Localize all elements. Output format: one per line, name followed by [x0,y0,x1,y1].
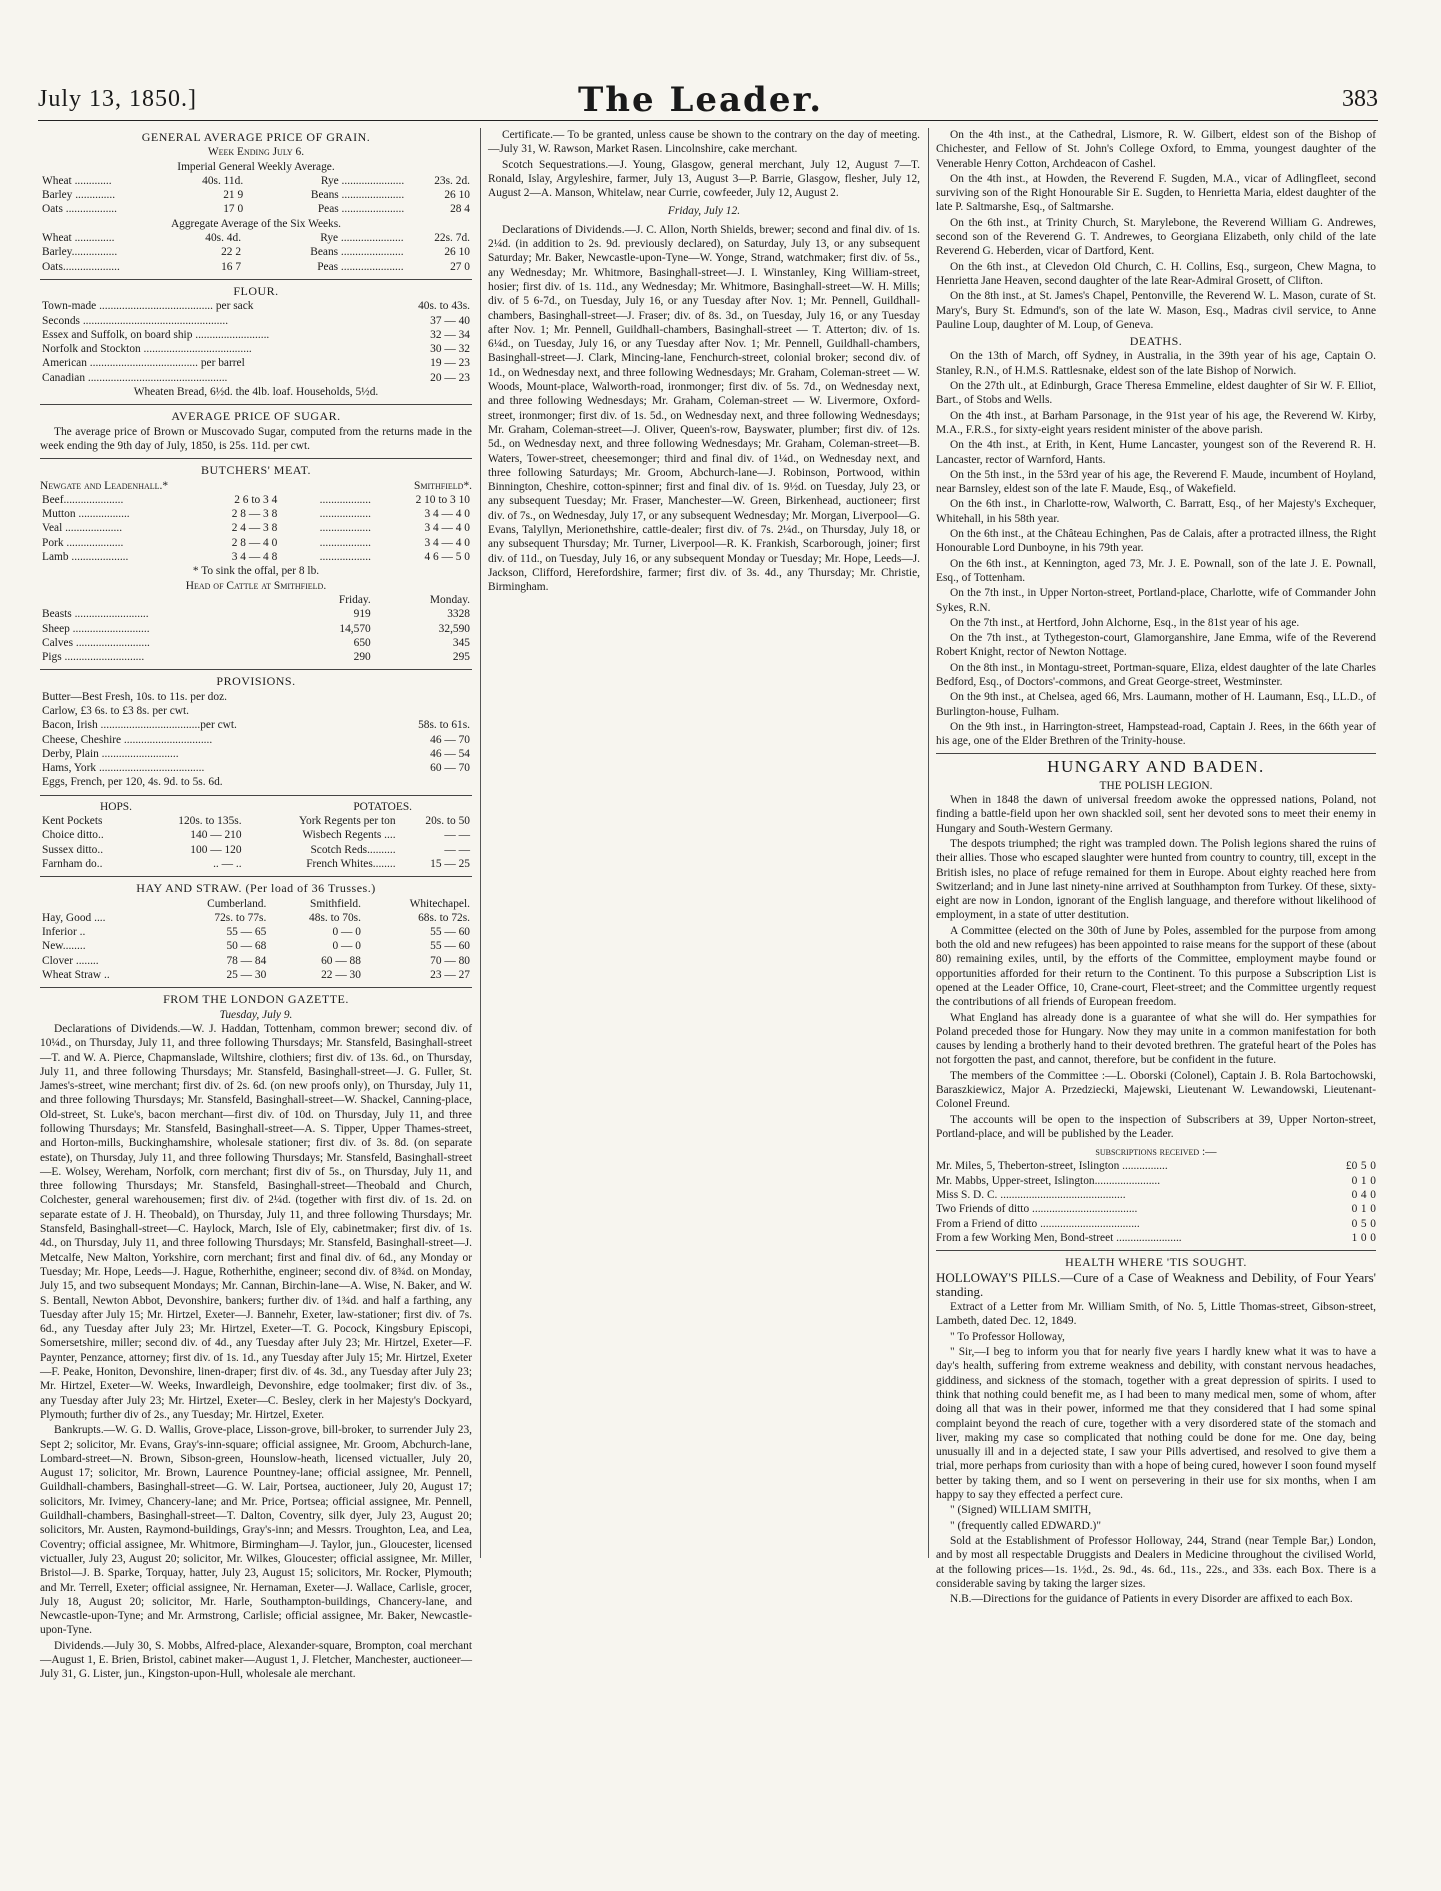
table-cell: Wheat .............. [42,232,115,245]
flour-table [40,299,472,385]
table-cell: Miss S. D. C. ............................................ [936,1189,1126,1202]
meat-row [40,493,472,507]
meat-row [40,550,472,564]
table-cell: 50 — 68 [226,940,267,953]
table-cell: 22s. 7d. [434,232,470,245]
table-cell: 345 [452,636,470,649]
table-cell: 295 [452,651,470,664]
subscription-row [936,1188,1376,1202]
col2-dividends [488,223,920,595]
cattle-row [40,636,472,650]
table-cell: Rye ...................... [320,232,404,245]
table-cell: 2 8 — 3 8 [231,508,278,521]
hops-row [40,843,472,857]
holloway-paragraph: N.B.—Directions for the guidance of Patients in every Disorder are affixed to each Box. [950,1593,1353,1606]
holloway-paragraph: " Sir,—I beg to inform you that for nearly five years I hardly knew what it was to have a day's health, suffering from extreme weakness and debility, with constant nervous headaches, giddiness, and sickness of the stomach, together with a great depression of spirits. I used to think that nothing could benefit me, as I had been to many medical men, some of whom, after doing all that was in their power, informed me that they considered that I had some spinal complaint beyond the reach of cure, together with a very disordered state of the stomach and liver, making my case so complicated that nothing could be done for me. One day, being unusually ill and in a dejected state, I saw your Pills advertised, and resolved to give them a trial, more perhaps from curiosity than with a hope of being cured, however I soon found myself better by taking them, and so I went on persevering in their use for six months, when I am happy to say they effected a perfect cure. [936,1346,1376,1502]
table-cell: 0 [1370,1203,1376,1216]
flour-row [40,328,472,342]
table-cell: 26 10 [444,189,470,202]
table-cell: 55 — 65 [226,926,267,939]
table-cell: Scotch Reds.......... [310,843,396,856]
table-cell: 4 [1360,1189,1367,1202]
grain-row [40,202,472,216]
column-rule [928,128,929,1558]
table-cell: 23s. 2d. [434,174,470,187]
table-cell: Barley................ [42,246,118,259]
death-entry: On the 27th ult., at Edinburgh, Grace Theresa Emmeline, eldest daughter of Sir W. F. Elliot, Bart., of Stobs and Wells. [936,380,1376,407]
provisions-row [40,704,472,718]
table-cell: 2 8 — 4 0 [231,536,278,549]
death-entry: On the 5th inst., in the 53rd year of his age, the Reverend F. Maude, incumbent of Hoyland, near Barnsley, eldest son of the late F. Maude, Esq., of Wakefield. [936,468,1376,496]
table-cell: 140 — 210 [190,829,242,842]
provisions-row [40,747,472,761]
marriage-entry: On the 6th inst., at Trinity Church, St. Marylebone, the Reverend William G. Andrewes, second son of the Reverend G. T. Andrewes, to Georgiana Elizabeth, only child of the late Reverend G. Heberden, vicar of Dartford, Kent. [936,216,1376,258]
provisions-table [40,690,472,790]
table-cell: Carlow, £3 6s. to £3 8s. per cwt. [42,704,190,717]
market-smithfield: Smithfield*. [414,479,472,492]
table-cell: £0 [1345,1160,1358,1173]
table-cell: Inferior .. [42,926,86,939]
table-cell: — — [444,829,470,842]
death-entry: On the 6th inst., at Kennington, aged 73, Mr. J. E. Pownall, son of the late J. E. Pownall, Esq., of Tottenham. [936,557,1376,584]
col2-notices [488,128,920,200]
subscriptions-title: subscriptions received :— [1095,1146,1217,1159]
death-entry: On the 7th inst., at Tythegeston-court, Glamorganshire, Jane Emma, wife of the Reverend Robert Knight, rector of Newton Nottage. [936,632,1376,659]
table-cell: 32 — 34 [430,328,470,341]
table-cell: Rye ...................... [320,174,405,187]
table-cell [377,775,472,789]
table-cell: Peas ...................... [317,260,404,273]
hay-row [40,925,472,939]
provisions-row [40,718,472,732]
table-cell: .................. [319,522,371,535]
table-cell: 0 [1351,1174,1358,1187]
death-entry: On the 6th inst., in Charlotte-row, Walworth, C. Barratt, Esq., of her Majesty's Exchequer, Whitehall, in his 58th year. [936,498,1376,525]
table-cell: 0 [1370,1174,1376,1187]
table-cell: 30 — 32 [430,343,470,356]
column-3 [936,128,1376,1668]
notice-paragraph: Certificate.— To be granted, unless cause be shown to the contrary on the day of meeting.—July 31, W. Rawson, Market Rasen. Lincolnshire, cake merchant. [488,129,920,156]
table-cell: 120s. to 135s. [178,815,242,828]
table-cell: 0 [1370,1160,1376,1173]
table-cell: 40s. 4d. [205,232,242,245]
table-cell: 55 — 60 [430,926,470,939]
table-cell: 46 — 70 [430,733,470,746]
table-cell: .................. [319,493,371,506]
sugar-text: The average price of Brown or Muscovado Sugar, computed from the returns made in the week ending the 9th day of July, 1850, is 25s. 11d. per cwt. [40,425,472,452]
holloway-heading: HOLLOWAY'S PILLS.—Cure of a Case of Weakness and Debility, of Four Years' standing. [936,1269,1376,1299]
table-cell: 100 — 120 [190,843,242,856]
provisions-row [40,733,472,747]
table-cell: 1 [1360,1174,1367,1187]
table-cell: Barley .............. [42,189,116,202]
table-cell: 23 — 27 [430,969,470,982]
hay-title: HAY AND STRAW. (Per load of 36 Trusses.) [136,881,376,896]
hungary-paragraph: The accounts will be open to the inspection of Subscribers at 39, Upper Norton-street, Portland-place, and will be published by the Leader. [936,1113,1376,1140]
table-cell: 1 [1360,1203,1367,1216]
table-cell [377,704,472,718]
grain-title: GENERAL AVERAGE PRICE OF GRAIN. [141,130,371,144]
table-cell: 3 4 — 4 0 [424,508,470,521]
table-cell: Mutton .................. [42,508,130,521]
table-cell: 3 4 — 4 0 [424,536,470,549]
page-number: 383 [1342,86,1378,112]
table-cell: Cumberland. [207,897,267,910]
table-cell: 3 4 — 4 0 [424,522,470,535]
table-cell: Mr. Mabbs, Upper-street, Islington....................... [936,1174,1161,1187]
table-cell: 0 [1351,1189,1358,1202]
flour-row [40,371,472,385]
death-entry: On the 4th inst., at Barham Parsonage, in the 91st year of his age, the Reverend W. Kirby, M.A., F.R.S., for sixty-eight years resident minister of the above parish. [936,409,1376,436]
marriages-continued [936,128,1376,332]
sugar-title: AVERAGE PRICE OF SUGAR. [171,409,341,424]
market-newgate: Newgate and Leadenhall.* [40,479,169,492]
table-cell: Sussex ditto.. [42,843,104,856]
table-cell: 32,590 [438,622,470,635]
table-cell: Derby, Plain ........................... [42,747,179,760]
table-cell: 46 — 54 [430,747,470,760]
hay-row [40,939,472,953]
dividend-paragraph: Declarations of Dividends.—J. C. Allon, North Shields, brewer; second and final div. of 1s. 2¼d. (in addition to 2s. 9d. previously declared), on Saturday, July 13, or any subsequent Saturday; Mr. Baker, Newcastle-upon-Tyne—W. Yonge, Strand, watchmaker; first div. of 5s., any Wednesday; Mr. Whitmore, Basinghall-street—J. I. Winstanley, King William-street, hosier; first div. of 1s. 11d., any Wednesday; Mr. Whitmore, Basinghall-street—W. H. Mills; div. of 5 6-7d., on Tuesday, July 16, or any Tuesday after Nov. 1; Mr. Pennell, Guildhall-chambers, Basinghall-street—J. Fraser; div. of 8s. 3d., on Tuesday, July 16, or any Tuesday after Nov. 1; Mr. Pennell, Guildhall-chambers, Basinghall-street — T. Atterton; div. of 1s. 6¼d., on Tuesday, July 16, or any Tuesday after Nov. 1; Mr. Pennell, Guildhall-chambers, Basinghall-street—J. Clark, Mincing-lane, Fenchurch-street, colonial broker; second div. of 1d., on Wednesday next, and three following Wednesdays; Mr. Graham, Coleman-street — W. Woods, Mount-place, Walworth-road, ironmonger; first div. of 5s. 7d., on Wednesday next, and three following Wednesdays; Mr. Graham, Coleman-street — W. Livermore, Oxford-street, ironmonger; first div. of 1s. 5d., on Wednesday next, and three following Wednesdays; Mr. Graham, Coleman-street—J. Oliver, Queen's-row, Bayswater, plumber; first div. of 12s. 5d., on Wednesday next, and three following Wednesdays; Mr. Graham, Coleman-street—B. Waters, Tower-street, cheesemonger; third and final div. of 1¼d., on Wednesday next, and three following Saturdays; Mr. Groom, Abchurch-lane—J. Robinson, Portwood, within Binnington, Cheshire, cotton-spinner; first and final div. of 1s. 9½d. on Tuesday, July 23, or any subsequent Tuesday; Mr. Fraser, Manchester—W. Green, Birkenhead, auctioneer; first div. of 7s., on Wednesday, July 17, or any subsequent Wednesday; Mr. Morgan, Liverpool—G. Evans, Talyllyn, Merionethshire, cattle-dealer; first div. of 7s. 2¼d., on Thursday, July 18, or any subsequent Thursday; Mr. Turner, Liverpool—R. K. Frankish, Scarborough, joiner; first div. of 11d., on Tuesday, July 16, or any subsequent Monday or Tuesday; Mr. Hope, Leeds—J. Jackson, Clifford, Herefordshire, farmer; first div. of 3s. 4d., any Thursday; Mr. Christie, Birmingham. [488,223,920,594]
hay-row [40,954,472,968]
issue-date: July 13, 1850.] [38,86,197,112]
death-entry: On the 13th of March, off Sydney, in Australia, in the 39th year of his age, Captain O. Stanley, R.N., of H.M.S. Rattlesnake, eldest son of the late Bishop of Norwich. [936,350,1376,377]
grain-aggregate-title: Aggregate Average of the Six Weeks. [170,217,342,230]
table-cell: 1 [1351,1231,1358,1244]
table-cell: 4 6 — 5 0 [424,551,470,564]
table-cell: Farnham do.. [42,857,103,870]
table-cell: Hay, Good .... [42,911,106,924]
subscription-row [936,1159,1376,1173]
table-cell: .................. [319,508,371,521]
deaths-title: DEATHS. [1129,334,1183,349]
hungary-paragraph: What England has already done is a guarantee of what she will do. Her sympathies for Poland preceded those for Hungary. Now they may unite in a common manifestation for both causes by lending a brotherly hand to their devoted brethren. The grateful heart of the Poles has not forgotten the past, and cannot, therefore, but be confident in the future. [936,1011,1376,1067]
column-rule [480,128,481,1558]
gazette-paragraph: Declarations of Dividends.—W. J. Haddan, Tottenham, common brewer; second div. of 10¼d., on Thursday, July 11, and three following Thursdays; Mr. Stansfeld, Basinghall-street—T. and W. A. Pierce, Chapmanslade, Wiltshire, clothiers; first div. of 13s. 6d., on Thursday, July 11, and three following Thursdays; Mr. Stansfeld, Basinghall-street—J. G. Fuller, St. James's-street, wine merchant; first div. of 2s. 6d. (on new proofs only), on Thursday, July 11, and three following Thursdays; Mr. Stansfeld, Basinghall-street—W. Shackel, Canning-place, Old-street, St. Luke's, bacon merchant—first div. of 10d. on Thursday, July 11, and three following Thursdays; Mr. Stansfeld, Basinghall-street—A. S. Tipper, Upper Thames-street, and Horton-mills, Buckinghamshire, wholesale stationer; first div. of 3s. 8d. (on separate estate), on Thursday, July 11, and three following Thursdays; Mr. Stansfeld, Basinghall-street—E. Wolsey, Wereham, Norfolk, corn merchant; first div of 5s., on Thursday, July 11, and three following Thursdays; Mr. Stansfeld, Basinghall-street—Theobald and Church, Colchester, general warehousemen; first div. of 2¼d. (together with first div. of 1s. 2d. on separate estate of J. H. Theobald), on Thursday, July 11, and three following Thursdays; Mr. Stansfeld, Basinghall-street—C. Haylock, March, Isle of Ely, cabinetmaker; first div. of 1s. 4d., on Thursday, July 11, and three following Thursdays; Mr. Stansfeld, Basinghall-street—J. Metcalfe, New Malton, Yorkshire, corn merchant; first and final div. of 6d., any Monday or Tuesday; Mr. Hope, Leeds—J. Hague, Rotherhithe, engineer; second div. of 8¾d. on Monday, July 15, and two subsequent Mondays; Mr. Cannan, Birchin-lane—A. Wise, N. Baker, and W. S. Bentall, Newton Abbot, Devonshire, bankers; further div. of 1¾d. and half a farthing, any Tuesday after July 15; Mr. Hirtzel, Exeter—J. Bannehr, Exeter, law-stationer; first div. of 7s. 6d., any Tuesday after July 23; Mr. Hirtzel, Exeter—T. G. Pocock, Kingsbury Episcopi, Somersetshire, miller; second div. of 4d., any Tuesday after July 23; Mr. Hirtzel, Exeter—F. Paynter, Penzance, attorney; first div. of 1s. 1d., any Tuesday after July 15; Mr. Hirtzel, Exeter—F. Peake, Honiton, Devonshire, linen-draper; first div. of 4s. 3d., any Tuesday after July 23; Mr. Hirtzel, Exeter—W. Weeks, Inwardleigh, Devonshire, edge toolmaker; first div. of 3s., any Tuesday after July 23; Mr. Hirtzel, Exeter—C. Besley, clerk in her Majesty's Dockyard, Plymouth; further div of 2s., any Tuesday; Mr. Hirtzel, Exeter. [40,1022,472,1421]
table-cell [40,897,161,911]
table-cell: 5 [1360,1217,1367,1230]
table-cell: Beef..................... [42,493,124,506]
newspaper-title: The Leader. [578,80,824,120]
table-cell: Butter—Best Fresh, 10s. to 11s. per doz. [42,690,227,703]
table-cell: From a few Working Men, Bond-street ....................... [936,1231,1182,1244]
table-cell: 37 — 40 [430,314,470,327]
table-cell: 22 2 [221,246,242,259]
hay-row [40,897,472,911]
marriage-entry: On the 4th inst., at Howden, the Reverend F. Sugden, M.A., vicar of Adlingfleet, second surviving son of the Right Honourable Sir E. Sugden, to Henrietta Maria, eldest daughter of the late P. Saltmarshe, Esq., of Saltmarshe. [936,172,1376,214]
table-cell: 0 [1360,1231,1367,1244]
marriage-entry: On the 6th inst., at Clevedon Old Church, C. H. Collins, Esq., surgeon, Chew Magna, to Henrietta Jane Heaven, second daughter of the late Rear-Admiral Grosett, of Clifton. [936,260,1376,287]
table-cell: From a Friend of ditto ................................... [936,1217,1140,1230]
table-cell: .. — .. [213,857,242,870]
provisions-row [40,775,472,789]
table-cell: 19 — 23 [430,357,470,370]
table-cell [40,593,292,607]
table-cell: 27 0 [450,260,470,273]
table-cell: 48s. to 70s. [309,911,361,924]
table-cell: 78 — 84 [226,954,267,967]
table-cell: Clover ........ [42,954,99,967]
grain-row [40,174,472,188]
table-cell: York Regents per ton [298,815,396,828]
grain-week: Week Ending July 6. [207,146,305,159]
table-cell: 2 10 to 3 10 [415,493,470,506]
hungary-title: HUNGARY AND BADEN. [1047,757,1265,777]
flour-row [40,314,472,328]
grain-table-weekly [40,174,472,217]
table-cell: 72s. to 77s. [214,911,267,924]
death-entry: On the 9th inst., in Harrington-street, Hampstead-road, Captain J. Rees, in the 66th year of his age, one of the Elder Brethren of the Trinity-house. [936,720,1376,748]
table-cell: 0 — 0 [332,926,361,939]
hungary-paragraph: When in 1848 the dawn of universal freedom awoke the oppressed nations, Poland, not finding a battle-field upon her own shackled soil, sent her devoted sons to meet their enemy in Hungary and South-Western Germany. [936,794,1376,835]
marriage-entry: On the 8th inst., at St. James's Chapel, Pentonville, the Reverend W. L. Mason, curate of St. Mary's, Bury St. Edmund's, son of the late W. Mason, Esq., Madras civil service, to Anne Pauline Loup, daughter of M. Loup, of Geneva. [936,290,1376,331]
table-cell: Whitechapel. [409,897,470,910]
hops-table [40,814,472,871]
table-cell: French Whites........ [306,857,396,870]
cattle-row [40,607,472,621]
table-cell: 2 6 to 3 4 [234,493,278,506]
table-cell: 21 9 [223,189,244,202]
hops-row [40,828,472,842]
friday-date: Friday, July 12. [667,205,741,218]
provisions-title: PROVISIONS. [216,674,296,689]
table-cell: 70 — 80 [430,954,470,967]
column-1 [40,128,472,1681]
table-cell: 0 [1351,1217,1358,1230]
table-cell: 919 [353,608,371,621]
table-cell: Town-made ........................................ per sack [42,300,254,313]
table-cell: Friday. [338,593,371,606]
deaths-list [936,349,1376,748]
table-cell: Mr. Miles, 5, Theberton-street, Islington ................ [936,1160,1168,1173]
table-cell: Beans ...................... [310,189,405,202]
hungary-paragraph: A Committee (elected on the 30th of June by Poles, assembled for the purpose from among both the old and new refugees) has been appointed to raise means for the support of these (about 80) remaining exiles, until, by the efforts of the Committee, employment maybe found or opportunities afforded for their return to the Continent. To this purpose a Subscription List is opened at the Leader Office, 10, Crane-court, Fleet-street; and the Committee urgently request the contributions of all friends of European freedom. [936,924,1376,1009]
cattle-row [40,650,472,664]
table-cell: Pork .................... [42,536,124,549]
holloway-paragraph: " To Professor Holloway, [950,1330,1065,1343]
provisions-row [40,761,472,775]
subscription-row [936,1174,1376,1188]
meat-markets [40,479,472,493]
marriage-entry: On the 4th inst., at the Cathedral, Lismore, R. W. Gilbert, eldest son of the Bishop of Chichester, and Fellow of St. John's College Oxford, to Emma, youngest daughter of the Venerable Henry Cotton, Archdeacon of Cashel. [936,129,1376,170]
table-cell: 2 4 — 3 8 [231,522,278,535]
table-cell: Pigs ............................ [42,651,145,664]
subscription-row [936,1202,1376,1216]
flour-row [40,342,472,356]
death-entry: On the 9th inst., at Chelsea, aged 66, Mrs. Laumann, mother of H. Laumann, Esq., LL.D., of Burlington-house, Fulham. [936,691,1376,718]
table-cell: 0 — 0 [332,940,361,953]
notice-paragraph: Scotch Sequestrations.—J. Young, Glasgow, general merchant, July 12, August 7—T. Ronald, Islay, Argyleshire, farmer, July 13, August 3—P. Barrie, Glasgow, flesher, July 12, August 2—A. Manson, Whitelaw, near Currie, cowfeeder, July 12, August 2. [488,158,920,200]
hungary-subtitle: THE POLISH LEGION. [1099,779,1213,792]
hops-row [40,814,472,828]
table-cell: 14,570 [339,622,371,635]
hungary-paragraph: The despots triumphed; the right was trampled down. The Polish legions shared the ruins of their allies. Those who escaped slaughter were hunted from country to country, till, except in the British isles, no place of refuge remained for them in Europe. About eighty reached here from Switzerland; and in June last ninety-nine arrived at Southhampton from Turkey. Of these, sixty-eight are now in London, ignorant of the English language, and therefore without likelihood of employment, in a state of utter destitution. [936,837,1376,922]
table-cell: 3 4 — 4 8 [231,551,278,564]
table-cell: Choice ditto.. [42,829,104,842]
death-entry: On the 7th inst., in Upper Norton-street, Portland-place, Charlotte, wife of Commander John Sykes, R.N. [936,587,1376,614]
table-cell: 0 [1370,1217,1376,1230]
table-cell: Monday. [429,593,470,606]
table-cell: Wheat ............. [42,174,112,187]
table-cell: Wisbech Regents .... [302,829,396,842]
grain-row [40,188,472,202]
flour-row [40,299,472,313]
health-title: HEALTH WHERE 'TIS SOUGHT. [1065,1255,1247,1270]
table-cell: Bacon, Irish ...................................per cwt. [42,719,237,732]
meat-row [40,507,472,521]
table-cell: Veal .................... [42,522,123,535]
hay-row [40,911,472,925]
table-cell: Oats.................... [42,260,120,273]
table-cell: 58s. to 61s. [418,719,470,732]
table-cell: 0 [1351,1203,1358,1216]
table-cell: 15 — 25 [430,857,470,870]
table-cell: .................. [319,551,371,564]
grain-row [40,260,472,274]
table-cell: Calves .......................... [42,636,150,649]
hops-potatoes-titles [40,800,472,814]
table-cell: Norfolk and Stockton ...................................... [42,343,252,356]
hungary-paragraph: The members of the Committee :—L. Oborski (Colonel), Captain J. B. Rola Bartochowski, Baraszkiewicz, Major A. Przedziecki, Majewski, Lieutenant W. Lewandowski, Lieutenant-Colonel Freund. [936,1069,1376,1111]
table-cell: .................. [319,536,371,549]
holloway-paragraph: " (Signed) WILLIAM SMITH, [950,1504,1092,1517]
cattle-title: Head of Cattle at Smithfield. [185,579,327,592]
holloway-paragraph: Sold at the Establishment of Professor Holloway, 244, Strand (near Temple Bar,) London, and by most all respectable Druggists and Dealers in Medicine throughout the civilised World, at the following prices—1s. 1½d., 2s. 9d., 4s. 6d., 11s., 22s., and 33s. each Box. There is a considerable saving by taking the larger sizes. [936,1534,1376,1590]
holloway-paragraph: Extract of a Letter from Mr. William Smith, of No. 5, Little Thomas-street, Gibson-street, Lambeth, dated Dec. 12, 1849. [936,1301,1376,1328]
table-cell: Kent Pockets [42,815,103,828]
table-cell: Beans ...................... [310,246,404,259]
table-cell: 16 7 [221,260,242,273]
table-cell: 290 [353,651,371,664]
flour-title: FLOUR. [233,283,279,298]
table-cell: Sheep ........................... [42,622,150,635]
holloway-body [936,1300,1376,1606]
death-entry: On the 7th inst., at Hertford, John Alchorne, Esq., in the 81st year of his age. [950,616,1300,629]
table-cell: Lamb .................... [42,551,129,564]
hungary-body [936,793,1376,1141]
table-cell: 22 — 30 [321,969,361,982]
table-cell: 0 [1370,1231,1376,1244]
table-cell: 5 [1360,1160,1367,1173]
table-cell: 68s. to 72s. [418,911,470,924]
table-cell: Seconds ................................................... [42,314,229,327]
hops-row [40,857,472,871]
meat-table [40,493,472,564]
hay-table [40,897,472,983]
death-entry: On the 8th inst., in Montagu-street, Portman-square, Eliza, eldest daughter of the late Charles Bedford, Esq., of Doctors'-commons, and Great George-street, Westminster. [936,661,1376,688]
gazette-paragraph: Bankrupts.—W. G. D. Wallis, Grove-place, Lisson-grove, bill-broker, to surrender July 23, Sept 2; solicitor, Mr. Evans, Gray's-inn-square; official assignee, Mr. Groom, Abchurch-lane, Lombard-street—N. Brown, Sibson-green, Hounslow-heath, licensed victualler, July 20, August 17; solicitor, Mr. Brown, Laurence Pountney-lane; official assignee, Mr. Pennell, Guildhall-chambers, Basinghall-street—G. W. Lair, Portsea, auctioneer, July 20, August 17; solicitors, Mr. Ivimey, Chancery-lane; and Mr. Price, Portsea; official assignee, Mr. Pennell, Guildhall-chambers, Basinghall-street—T. Dalton, Coventry, silk dyer, July 23, August 20; solicitors, Mr. Austen, Raymond-buildings, Gray's-inn; and Messrs. Troughton, Lea, and Lea, Coventry; official assignee, Mr. Whitmore, Birmingham—J. Taylor, jun., Gloucester, licensed victualler, July 23, August 20; solicitor, Mr. Wilkes, Gloucester; official assignee, Mr. Miller, Bristol—J. B. Sparke, Torquay, hatter, July 23, August 15; solicitors, Mr. Rocker, Plymouth; and Mr. Terrell, Exeter; official assignee, Nr. Hernaman, Exeter—J. Wallace, Carlisle, grocer, July 18, August 20; solicitor, Mr. Harle, Southampton-buildings, Chancery-lane, and Newcastle-upon-Tyne; and Mr. Armstrong, Carlisle; official assignee, Mr. Baker, Newcastle-upon-Tyne. [40,1424,472,1637]
cattle-row [40,622,472,636]
table-cell: Canadian ................................................. [42,371,228,384]
table-cell: 40s. to 43s. [418,300,470,313]
hay-row [40,968,472,982]
table-cell: 25 — 30 [226,969,267,982]
potatoes-title: POTATOES. [353,800,412,813]
table-cell: 0 [1370,1189,1376,1202]
table-cell: Smithfield. [310,897,361,910]
table-cell: Cheese, Cheshire ............................... [42,733,213,746]
meat-title: BUTCHERS' MEAT. [200,463,312,478]
provisions-row [40,690,472,704]
gazette-title: FROM THE LONDON GAZETTE. [163,992,349,1007]
subscription-row [936,1231,1376,1245]
gazette-body [40,1022,472,1682]
death-entry: On the 4th inst., at Erith, in Kent, Hume Lancaster, youngest son of the Reverend R. H. Lancaster, rector of Warnford, Hants. [936,439,1376,466]
table-cell: Oats .................. [42,203,117,216]
hops-title: HOPS. [100,800,132,813]
table-cell: 20 — 23 [430,371,470,384]
grain-table-aggregate [40,231,472,274]
table-cell: 20s. to 50 [425,815,470,828]
table-cell: 17 0 [223,203,244,216]
table-cell: 650 [353,636,371,649]
table-cell: American ...................................... per barrel [42,357,245,370]
grain-sub: Imperial General Weekly Average. [177,160,335,173]
column-2 [488,128,920,1548]
table-cell: 55 — 60 [430,940,470,953]
death-entry: On the 6th inst., at the Château Echinghen, Pas de Calais, after a protracted illness, the Right Honourable Lord Dunboyne, in his 79th year. [936,528,1376,555]
flour-note: Wheaten Bread, 6½d. the 4lb. loaf. Households, 5½d. [133,386,379,399]
table-cell: Peas ...................... [317,203,405,216]
cattle-table [40,593,472,664]
table-cell: Beasts .......................... [42,608,149,621]
table-cell [377,690,472,704]
table-cell: 3328 [447,608,470,621]
table-cell: Essex and Suffolk, on board ship .......................... [42,328,270,341]
table-cell: New........ [42,940,86,953]
table-cell: Two Friends of ditto ..................................... [936,1203,1138,1216]
holloway-paragraph: " (frequently called EDWARD.)" [950,1519,1101,1532]
masthead-rule [38,120,1378,121]
subscription-row [936,1217,1376,1231]
table-cell: 26 10 [444,246,470,259]
masthead [38,82,1378,118]
subscriptions-table [936,1159,1376,1245]
table-cell: — — [444,843,470,856]
gazette-paragraph: Dividends.—July 30, S. Mobbs, Alfred-place, Alexander-square, Brompton, coal merchant—August 1, E. Brien, Bristol, cabinet maker—August 1, J. Fletcher, Manchester, auctioneer—July 31, G. Lister, jun., Kingston-upon-Hull, wholesale ale merchant. [40,1639,472,1681]
table-cell: 40s. 11d. [202,174,244,187]
table-cell: Wheat Straw .. [42,969,110,982]
table-cell: 60 — 70 [430,762,470,775]
table-cell: 60 — 88 [321,954,361,967]
meat-row [40,536,472,550]
meat-note: * To sink the offal, per 8 lb. [192,565,320,578]
gazette-date: Tuesday, July 9. [219,1008,293,1021]
table-cell: Eggs, French, per 120, 4s. 9d. to 5s. 6d. [42,776,223,789]
grain-row [40,245,472,259]
cattle-row [40,593,472,607]
meat-row [40,521,472,535]
table-cell: Hams, York ..................................... [42,762,205,775]
grain-row [40,231,472,245]
table-cell: 28 4 [450,203,470,216]
flour-row [40,356,472,370]
